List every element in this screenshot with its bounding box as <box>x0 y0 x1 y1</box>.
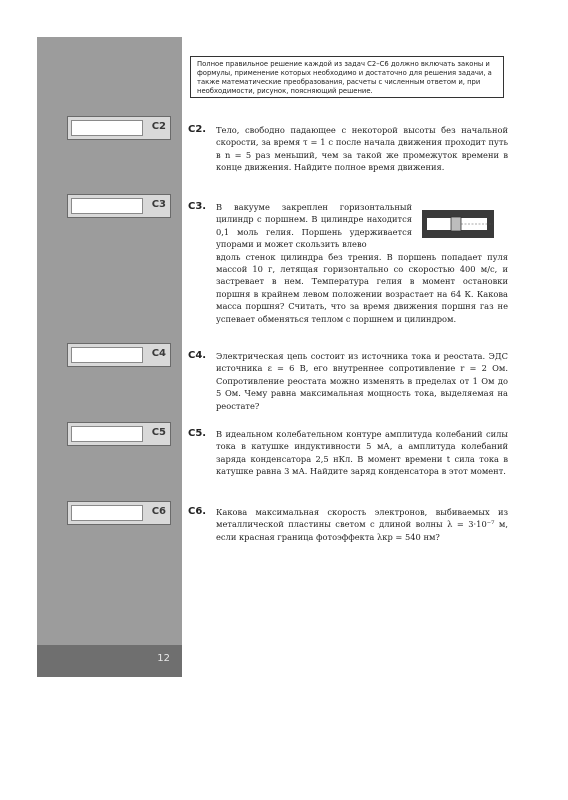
answer-box-tag: C5 <box>151 427 166 438</box>
answer-box-c6[interactable] <box>67 501 171 525</box>
cylinder-piston-figure <box>421 209 495 239</box>
answer-box-c2[interactable] <box>67 116 171 140</box>
answer-field[interactable] <box>71 198 143 214</box>
sidebar-footer <box>37 645 182 677</box>
problem-c4 <box>188 350 508 412</box>
problem-text: Тело, свободно падающее с некоторой высоты без начальной скорости, за время τ = 1 с после начала движения проходит путь в n = 5 раз меньший, чем за такой же промежуток времени в конце движения. Найдите полное время движения. <box>216 125 508 173</box>
problem-c2 <box>188 124 508 184</box>
problem-text: Электрическая цепь состоит из источника тока и реостата. ЭДС источника ε = 6 В, его внутреннее сопротивление r = 2 Ом. Сопротивление реостата можно изменять в пределах от 1 Ом до 5 Ом. Чему равна максимальная мощность тока, выделяемая на реостате? <box>216 351 508 411</box>
answer-box-c4[interactable] <box>67 343 171 367</box>
page-number: 12 <box>157 653 170 664</box>
answer-field[interactable] <box>71 120 143 136</box>
answer-field[interactable] <box>71 347 143 363</box>
instruction-text: Полное правильное решение каждой из задач С2–С6 должно включать законы и формулы, применение которых необходимо и достаточно для решения задачи, а также математические преобразования, расчеты с численным ответом и, при необходимости, рисунок, поясняющий решение. <box>197 60 492 95</box>
answer-box-c5[interactable] <box>67 422 171 446</box>
problem-c6 <box>188 506 508 558</box>
problem-text-top: В вакууме закреплен горизонтальный цилиндр с поршнем. В цилиндре находится 0,1 моль гелия. Поршень удерживается упорами и может скользить влево <box>216 202 412 250</box>
problem-c5 <box>188 428 508 490</box>
problem-text-bottom: вдоль стенок цилиндра без трения. В поршень попадает пуля массой 10 г, летящая горизонтально со скоростью 400 м/с, и застревает в нем. Температура гелия в момент остановки поршня в крайнем левом положении возрастает на 64 К. Какова масса поршня? Считать, что за время движения поршня газ не успевает обменяться теплом с поршнем и цилиндром. <box>216 251 508 324</box>
piston <box>451 217 461 231</box>
instruction-box <box>190 56 504 98</box>
answer-box-tag: C2 <box>151 121 166 132</box>
problem-label: С4. <box>188 350 207 361</box>
problem-label: С2. <box>188 124 207 135</box>
answer-box-tag: C6 <box>151 506 166 517</box>
answer-box-tag: C4 <box>151 348 166 359</box>
problem-label: С5. <box>188 428 207 439</box>
answer-field[interactable] <box>71 505 143 521</box>
problem-label: С6. <box>188 506 207 517</box>
problem-label: С3. <box>188 201 207 212</box>
problem-text: В идеальном колебательном контуре амплитуда колебаний силы тока в катушке индуктивности 5 мА, а амплитуда колебаний заряда конденсатора 2,5 нКл. В момент времени t сила тока в катушке равна 3 мА. Найдите заряд конденсатора в этот момент. <box>216 429 508 477</box>
answer-box-tag: C3 <box>151 199 166 210</box>
problem-text: Какова максимальная скорость электронов, выбиваемых из металлической пластины светом с длиной волны λ = 3·10⁻⁷ м, если красная граница фотоэффекта λкр = 540 нм? <box>216 507 508 542</box>
problem-c3 <box>188 201 508 336</box>
answer-box-c3[interactable] <box>67 194 171 218</box>
answer-field[interactable] <box>71 426 143 442</box>
